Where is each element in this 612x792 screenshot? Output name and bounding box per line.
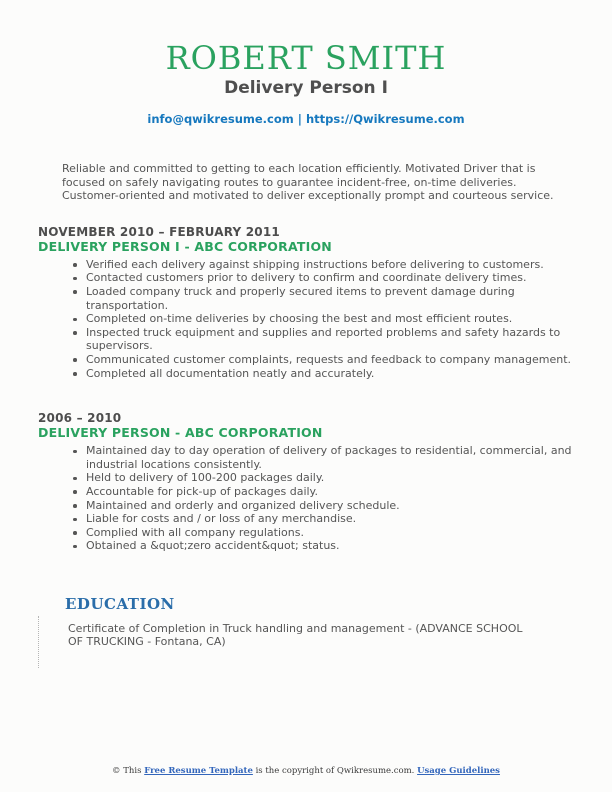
page-footer: [0, 766, 612, 777]
experience-bullet: Liable for costs and / or loss of any merchandise.: [72, 512, 574, 526]
experience-bullet: Loaded company truck and properly secured items to prevent damage during transportation.: [72, 285, 574, 312]
footer-text-middle: is the copyright of Qwikresume.com.: [252, 766, 418, 776]
experience-dates: 2006 – 2010: [38, 411, 122, 426]
footer-text-prefix: © This: [112, 766, 145, 776]
experience-bullet: Completed on-time deliveries by choosing the best and most efficient routes.: [72, 312, 574, 326]
experience-bullet: Held to delivery of 100-200 packages daily.: [72, 471, 574, 485]
experience-bullet: Verified each delivery against shipping instructions before delivering to customers.: [72, 258, 574, 272]
experience-dates: NOVEMBER 2010 – FEBRUARY 2011: [38, 224, 280, 239]
contact-links[interactable]: info@qwikresume.com | https://Qwikresume.com: [147, 112, 465, 126]
experience-entry-2: [38, 411, 574, 553]
experience-bullet: Communicated customer complaints, requests and feedback to company management.: [72, 353, 574, 367]
experience-heading: DELIVERY PERSON - ABC CORPORATION: [38, 425, 323, 441]
education-section: [38, 595, 574, 649]
experience-bullet: Complied with all company regulations.: [72, 526, 574, 540]
experience-bullet: Maintained day to day operation of delivery of packages to residential, commercial, and industrial locations consistently.: [72, 444, 574, 471]
page-title: ROBERT SMITH: [165, 39, 447, 77]
education-item: Certificate of Completion in Truck handling and management - (ADVANCE SCHOOL OF TRUCKING - Fontana, CA): [68, 621, 523, 649]
job-title-subheading: Delivery Person I: [224, 78, 388, 98]
experience-bullet-list: [72, 444, 574, 553]
experience-heading: DELIVERY PERSON I - ABC CORPORATION: [38, 238, 332, 254]
dotted-divider: [38, 616, 39, 668]
experience-bullet: Inspected truck equipment and supplies and reported problems and safety hazards to supervisors.: [72, 326, 574, 353]
experience-bullet: Contacted customers prior to delivery to confirm and coordinate delivery times.: [72, 271, 574, 285]
free-resume-template-link[interactable]: Free Resume Template: [144, 766, 253, 776]
education-heading: EDUCATION: [65, 594, 175, 613]
experience-bullet: Obtained a &quot;zero accident&quot; status.: [72, 539, 574, 553]
experience-entry-1: [38, 225, 574, 380]
experience-bullet: Accountable for pick-up of packages daily.: [72, 485, 574, 499]
usage-guidelines-link[interactable]: Usage Guidelines: [417, 766, 500, 776]
experience-bullet: Maintained and orderly and organized delivery schedule.: [72, 499, 574, 513]
summary-paragraph: Reliable and committed to getting to each location efficiently. Motivated Driver that is focused on safely navigating routes to guarantee incident-free, on-time deliveries. Customer-oriented and motivated to deliver exceptionally prompt and courteous service.: [62, 162, 554, 203]
experience-bullet: Completed all documentation neatly and accurately.: [72, 367, 574, 381]
experience-bullet-list: [72, 258, 574, 380]
